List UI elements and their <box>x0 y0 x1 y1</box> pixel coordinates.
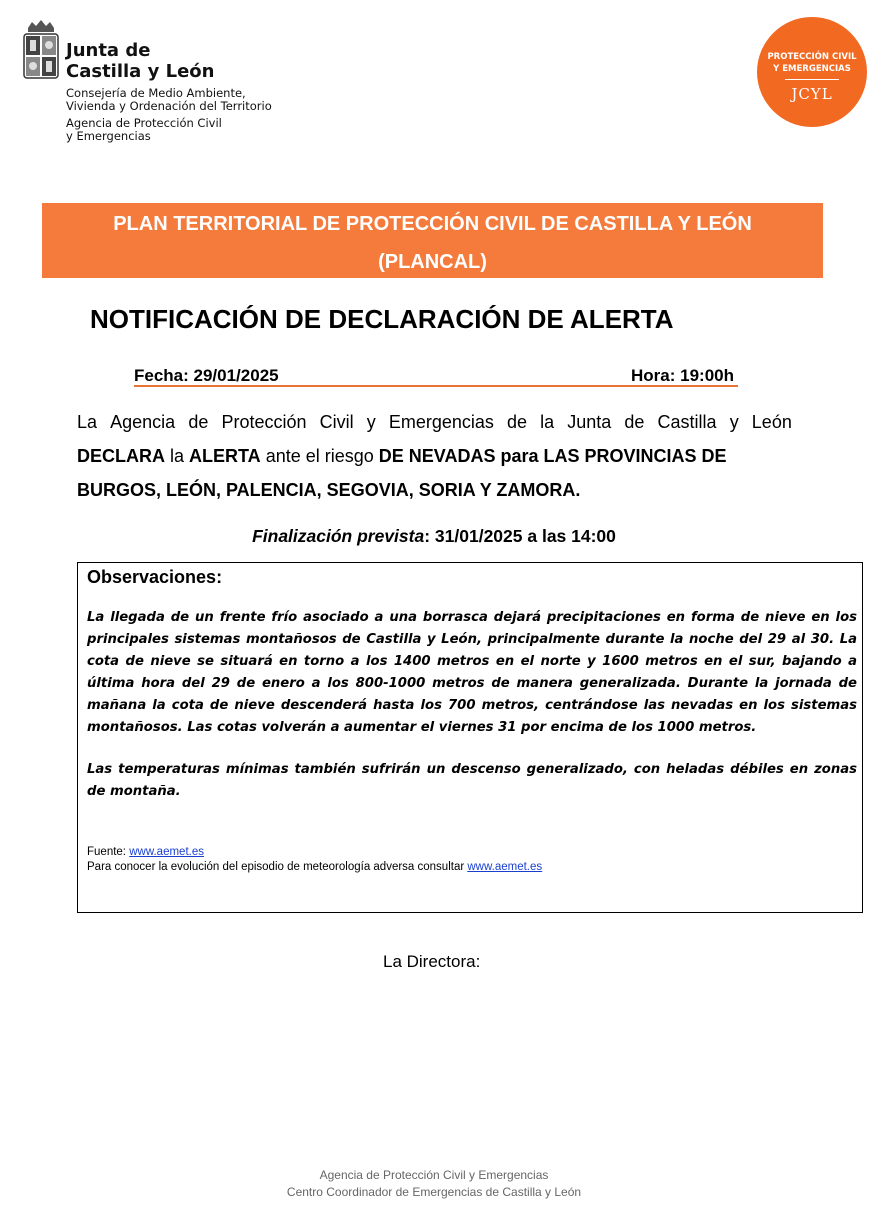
hora-label: Hora: 19:00h <box>631 366 734 385</box>
alerta-word: ALERTA <box>189 446 261 466</box>
observaciones-box <box>77 562 863 913</box>
agencia-line2: y Emergencias <box>66 129 151 143</box>
declaration-word: Protección <box>221 412 307 432</box>
observaciones-text1: La llegada de un frente frío asociado a una borrasca dejará precipitaciones en forma de nieve en los principales sistemas montañosos de Castilla y León, principalmente durante la noche del 29 al 30. La cota de nieve se situará en torno a los 1400 metros en el norte y 1600 metros en el sur, bajando a última hora del 29 de enero a los 800-1000 metros de manera generalizada. Durante la jornada de mañana la cota de nieve descenderá hasta los 700 metros, centrándose las nevadas en los sistemas montañosos. Las cotas volverán a aumentar el viernes 31 por encima de los 1000 metros. <box>87 610 857 735</box>
consultar-row <box>87 861 542 873</box>
banner-line1: PLAN TERRITORIAL DE PROTECCIÓN CIVIL DE CASTILLA Y LEÓN <box>113 213 752 235</box>
consultar-link[interactable]: www.aemet.es <box>467 861 543 873</box>
fecha-label: Fecha: 29/01/2025 <box>134 366 279 385</box>
finalizacion-prevista <box>0 526 868 547</box>
fuente-link[interactable]: www.aemet.es <box>129 846 204 858</box>
declaration-word: Civil <box>319 412 354 432</box>
consejeria-line2: Vivienda y Ordenación del Territorio <box>66 99 272 113</box>
finalizacion-value: : 31/01/2025 a las 14:00 <box>424 526 616 546</box>
consejeria-line1: Consejería de Medio Ambiente, <box>66 86 246 100</box>
footer-line2: Centro Coordinador de Emergencias de Castilla y León <box>286 1185 582 1199</box>
declaration-word: Agencia <box>110 412 176 432</box>
riesgo-text: ante el riesgo <box>260 446 379 466</box>
finalizacion-label: Finalización prevista <box>252 526 425 546</box>
declaration-word: la <box>540 412 555 432</box>
badge-line3: JCYL <box>791 85 833 103</box>
coat-of-arms-icon <box>22 18 60 80</box>
observaciones-title: Observaciones: <box>87 567 223 587</box>
badge-divider <box>785 79 839 80</box>
declaration-word: Emergencias <box>388 412 494 432</box>
declaration-word: de <box>188 412 209 432</box>
agencia-line1: Agencia de Protección Civil <box>66 116 222 130</box>
declaration-word: y <box>366 412 376 432</box>
declaration-line2 <box>77 446 792 467</box>
declara-word: DECLARA <box>77 446 165 466</box>
footer-line1: Agencia de Protección Civil y Emergencias <box>319 1168 549 1182</box>
junta-logo <box>22 18 322 148</box>
date-underline <box>134 385 738 387</box>
declaration-word: y <box>729 412 739 432</box>
junta-name-line2: Castilla y León <box>66 61 215 82</box>
fuente-label: Fuente: <box>87 846 130 858</box>
proteccion-civil-badge <box>757 17 867 127</box>
declaration-line1 <box>77 412 792 433</box>
declaration-line3: BURGOS, LEÓN, PALENCIA, SEGOVIA, SORIA Y ZAMORA. <box>77 480 581 500</box>
badge-line2: Y EMERGENCIAS <box>773 64 851 74</box>
junta-name-line1: Junta de <box>66 40 151 61</box>
declaration-word: Junta <box>567 412 612 432</box>
declaration-word: Castilla <box>657 412 717 432</box>
signature-label: La Directora: <box>383 952 481 971</box>
consultar-text: Para conocer la evolución del episodio de meteorología adversa consultar <box>87 861 468 873</box>
declaration-word: La <box>77 412 98 432</box>
nevadas-text: DE NEVADAS para LAS PROVINCIAS DE <box>378 446 727 466</box>
declaration-word: de <box>506 412 528 432</box>
banner-line2: (PLANCAL) <box>378 251 487 273</box>
la-word: la <box>165 446 190 466</box>
date-time-row <box>134 366 738 388</box>
declaration-word: de <box>624 412 645 432</box>
declaration-word: León <box>751 412 792 432</box>
observaciones-text2: Las temperaturas mínimas también sufrirán un descenso generalizado, con heladas débiles en zonas de montaña. <box>87 762 857 799</box>
plan-banner <box>42 203 823 278</box>
badge-line1: PROTECCIÓN CIVIL <box>767 52 857 62</box>
document-title: NOTIFICACIÓN DE DECLARACIÓN DE ALERTA <box>90 304 674 334</box>
fuente-row <box>87 846 204 858</box>
